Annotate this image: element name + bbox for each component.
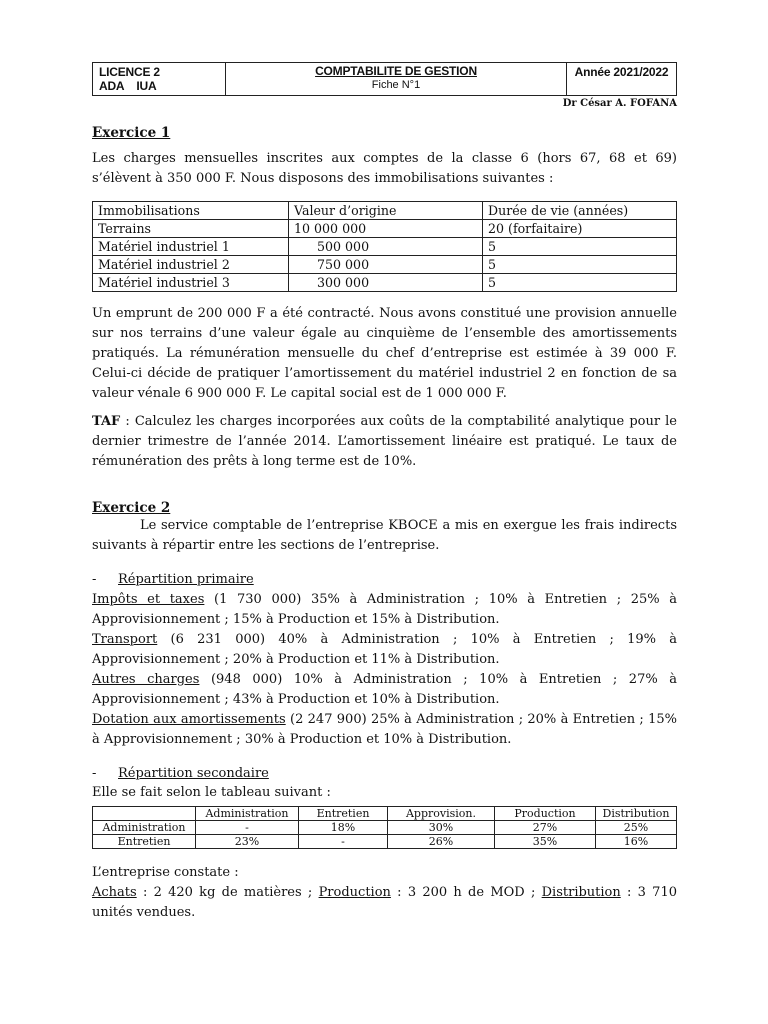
item-label: Impôts et taxes [92,592,205,607]
list-item [92,670,677,710]
table-cell: 25% [596,821,677,835]
table-header-cell: Immobilisations [93,202,289,220]
table-cell: 300 000 [289,274,483,292]
table-header-cell: Administration [196,807,299,821]
purchases-label: Achats [92,885,137,900]
table-header-row [93,807,677,821]
table-cell: 500 000 [289,238,483,256]
table-cell: 23% [196,835,299,849]
table-cell: Administration [93,821,196,835]
production-label: Production [318,885,391,900]
item-label: Autres charges [92,672,200,687]
header-box [92,62,677,96]
exercise-1-intro: Les charges mensuelles inscrites aux comptes de la classe 6 (hors 67, 68 et 69) s’élèvent à 350 000 F. Nous disposons des immobilisations suivantes : [92,151,677,186]
secondary-title: Répartition secondaire [118,766,269,781]
task-label: TAF [92,414,121,429]
item-text: (2 247 900) 25% à Administration ; 20% à Entretien ; 15% à Approvisionnement ; 30% à Production et 10% à Distribution. [92,712,677,747]
table-cell: 10 000 000 [289,220,483,238]
production-text: : 3 200 h de MOD ; [390,885,542,900]
purchases-text: : 2 420 kg de matières ; [136,885,319,900]
sheet-number: Fiche N°1 [371,79,421,91]
table-cell: - [299,835,388,849]
table-row [93,256,677,274]
final-quantities [92,883,677,923]
table-cell: 16% [596,835,677,849]
primary-heading [92,570,677,590]
bullet-dash: - [92,572,97,587]
table-cell: 5 [483,274,677,292]
exercise-1-title: Exercice 1 [92,125,171,141]
table-header-cell: Distribution [596,807,677,821]
school-label: IUA [136,79,157,93]
secondary-heading [92,764,677,784]
table-cell: Entretien [93,835,196,849]
table-cell: Matériel industriel 1 [93,238,289,256]
fixed-assets-table [92,201,677,292]
distribution-text: : 3 710 unités vendues. [92,885,677,920]
exercise-1-paragraph: Un emprunt de 200 000 F a été contracté. Nous avons constitué une provision annuelle sur nos terrains d’une valeur égale au cinquième de l’ensemble des amortissements pratiqués. La rémunération mensuelle du chef d’entreprise est estimée à 39 000 F. Celui-ci décide de pratiquer l’amortissement du matériel industriel 2 en fonction de sa valeur vénale 6 900 000 F. Le capital social est de 1 000 000 F. [92,306,677,401]
table-cell: Terrains [93,220,289,238]
item-text: (948 000) 10% à Administration ; 10% à Entretien ; 27% à Approvisionnement ; 43% à Production et 10% à Distribution. [92,672,677,707]
author-name: Dr César A. FOFANA [562,98,677,109]
level-label: LICENCE 2 ADA [99,65,160,93]
table-row [93,274,677,292]
list-item [92,710,677,750]
academic-year: Année 2021/2022 [574,65,669,79]
item-text: (1 730 000) 35% à Administration ; 10% à Entretien ; 25% à Approvisionnement ; 15% à Production et 15% à Distribution. [92,592,677,627]
table-row [93,238,677,256]
secondary-distribution-table [92,806,677,849]
table-row [93,821,677,835]
primary-title: Répartition primaire [118,572,254,587]
table-header-cell: Valeur d’origine [289,202,483,220]
exercise-1-task [92,412,677,472]
table-cell: Matériel industriel 3 [93,274,289,292]
table-header-cell: Durée de vie (années) [483,202,677,220]
table-cell: 27% [495,821,596,835]
table-header-cell: Approvision. [388,807,495,821]
list-item [92,590,677,630]
constat-line: L’entreprise constate : [92,865,239,880]
course-title: COMPTABILITE DE GESTION [315,64,477,78]
document-page [92,62,677,923]
bullet-dash: - [92,766,97,781]
item-label: Dotation aux amortissements [92,712,286,727]
secondary-intro: Elle se fait selon le tableau suivant : [92,785,331,800]
table-cell: 35% [495,835,596,849]
table-header-cell: Production [495,807,596,821]
table-cell: 5 [483,238,677,256]
table-cell: 30% [388,821,495,835]
table-cell: 750 000 [289,256,483,274]
table-header-cell [93,807,196,821]
table-cell: 20 (forfaitaire) [483,220,677,238]
table-row [93,835,677,849]
distribution-label: Distribution [541,885,621,900]
header-left-cell [93,63,226,95]
table-row [93,220,677,238]
item-text: (6 231 000) 40% à Administration ; 10% à Entretien ; 19% à Approvisionnement ; 20% à Production et 11% à Distribution. [92,632,677,667]
exercise-2-title: Exercice 2 [92,500,171,516]
table-cell: 18% [299,821,388,835]
task-text: : Calculez les charges incorporées aux coûts de la comptabilité analytique pour le dernier trimestre de l’année 2014. L’amortissement linéaire est pratiqué. Le taux de rémunération des prêts à long terme est de 10%. [92,414,677,469]
header-center-cell [226,63,567,95]
table-cell: Matériel industriel 2 [93,256,289,274]
exercise-2-intro: Le service comptable de l’entreprise KBOCE a mis en exergue les frais indirects suivants à répartir entre les sections de l’entreprise. [92,518,677,553]
item-label: Transport [92,632,158,647]
table-cell: - [196,821,299,835]
table-cell: 5 [483,256,677,274]
list-item [92,630,677,670]
table-header-row [93,202,677,220]
table-header-cell: Entretien [299,807,388,821]
table-cell: 26% [388,835,495,849]
